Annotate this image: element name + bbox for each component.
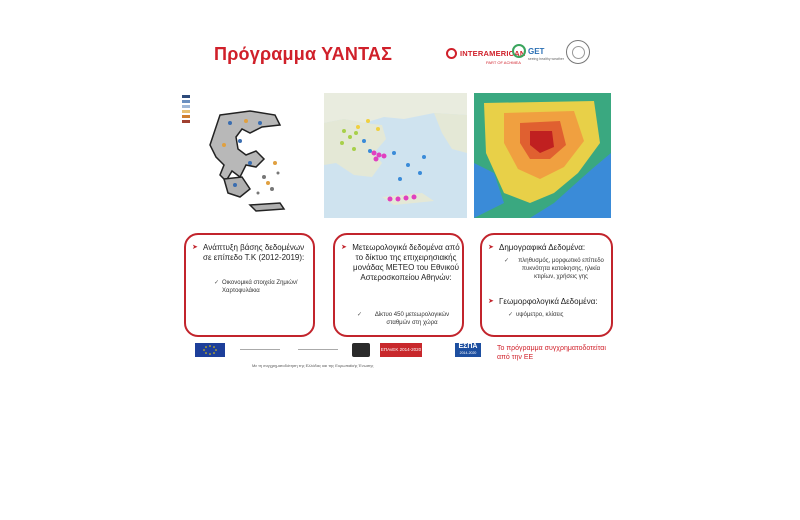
check-bullet-icon: ✓ <box>214 280 220 286</box>
greece-postal-map <box>180 93 298 218</box>
espa-logo <box>455 343 481 357</box>
footer-credit: Με τη συγχρηματοδότηση της Ελλάδας και της Ευρωπαϊκής Ένωσης <box>252 363 374 368</box>
arrow-bullet-icon: ➤ <box>192 244 198 251</box>
check-bullet-icon: ✓ <box>508 312 514 318</box>
get-name: GET <box>528 46 545 56</box>
get-logo <box>512 44 564 61</box>
card-item: Δίκτυο 450 μετεωρολογικών σταθμών στη χώρα <box>374 312 450 326</box>
check-bullet-icon: ✓ <box>357 312 363 318</box>
page-title: Πρόγραμμα ΥΑΝΤΑΣ <box>214 44 393 64</box>
epanek-logo <box>380 343 422 357</box>
card-item: πληθυσμός, μορφωτικό επίπεδο πυκνότητα κατοίκησης, ηλικία κτιρίων, χρήσεις γης <box>518 258 604 280</box>
card-weather <box>333 233 464 337</box>
card-demographics <box>480 233 613 337</box>
espa-text: ΕΣΠΑ <box>458 343 478 350</box>
interamerican-mark-icon <box>446 48 457 59</box>
athens-density-map <box>474 93 611 218</box>
card-heading: Μετεωρολογικά δεδομένα από το δίκτυο της επιχειρησιακής μονάδας METEO του Εθνικού Αστεροσκοπείου Αθηνών: <box>352 243 460 282</box>
get-ring-icon <box>512 44 526 58</box>
region-logo <box>352 343 370 357</box>
ministry-logo-2 <box>298 349 338 356</box>
card-heading: Ανάπτυξη βάσης δεδομένων σε επίπεδο Τ.Κ (2012-2019): <box>203 243 305 262</box>
get-tagline: seeing healthy weather <box>528 57 564 61</box>
arrow-bullet-icon: ➤ <box>488 298 494 305</box>
arrow-bullet-icon: ➤ <box>488 244 494 251</box>
card-heading: Δημογραφικά Δεδομένα: <box>499 243 586 252</box>
interamerican-subtitle: PART OF ACHMEA <box>486 60 521 65</box>
cofunding-note: Το πρόγραμμα συγχρηματοδοτείται από την ΕΕ <box>497 345 606 361</box>
university-seal-icon <box>566 40 590 64</box>
ministry-logo-1 <box>240 349 280 356</box>
card-item-2: υψόμετρο, κλίσεις <box>516 312 564 318</box>
interamerican-name: INTERAMERICAN <box>460 48 526 58</box>
arrow-bullet-icon: ➤ <box>341 244 347 251</box>
eu-flag-logo <box>195 343 225 357</box>
card-heading-2: Γεωμορφολογικά Δεδομένα: <box>499 297 598 306</box>
espa-years: 2014-2020 <box>459 351 477 355</box>
card-database <box>184 233 315 337</box>
weather-stations-map <box>324 93 467 218</box>
card-item: Οικονομικά στοιχεία Ζημιών/ Χαρτοφυλάκια <box>222 280 298 294</box>
check-bullet-icon: ✓ <box>504 258 510 264</box>
epanek-text: ΕΠΑνΕΚ 2014-2020 <box>380 347 422 352</box>
